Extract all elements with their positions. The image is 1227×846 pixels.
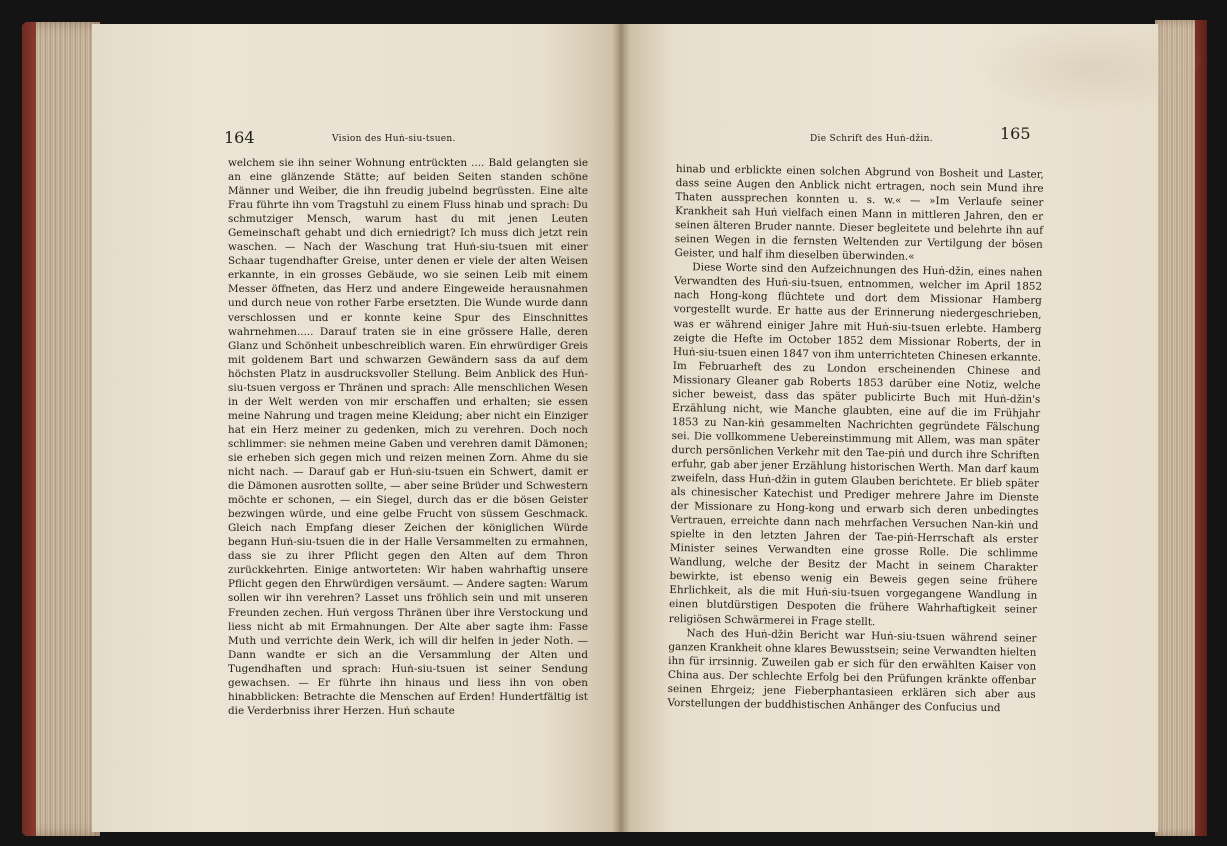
left-running-title: Vision des Huṅ-siu-tsuen. (332, 134, 456, 144)
right-page (620, 24, 1158, 832)
book-gutter (612, 24, 630, 832)
right-page-header (620, 124, 1158, 148)
right-page-number: 165 (1000, 124, 1031, 143)
left-body-text (228, 156, 588, 718)
book-edge-left (22, 22, 100, 836)
left-page-number: 164 (224, 128, 255, 147)
right-running-title: Die Schrift des Huṅ-džin. (810, 134, 933, 144)
right-body-text (667, 162, 1044, 716)
book-edge-right (1155, 20, 1207, 836)
right-paragraph-3: Nach des Huṅ-džin Bericht war Huṅ-siu-tsuen während seiner ganzen Krankheit ohne klares Bewusstsein; seine Verwandten hielten ihn für irrsinnig. Zuweilen gab er sich für den erwählten Kaiser von China aus. Der schlechte Erfolg bei den Prüfungen kränkte offenbar seinen Ehrgeiz; jene Fieberphantasieen erklären sich aber aus Vorstellungen der buddhistischen Anhänger des Confucius und (667, 626, 1037, 714)
open-book (22, 10, 1207, 840)
left-page (92, 24, 620, 832)
right-paragraph-1: hinab und erblickte einen solchen Abgrund von Bosheit und Laster, dass seine Augen den Anblick nicht ertragen, noch sein Mund ihre Thaten aussprechen konnten u. s. w.« — »Im Verlaufe seiner Krankheit sah Huṅ vielfach einen Mann in mittleren Jahren, den er seinen älteren Bruder nannte. Dieser begleitete und belehrte ihn auf seinen Wegen in die fernsten Weltenden zur Vertilgung der bösen Geister, und half ihm dieselben überwinden.« (674, 162, 1044, 264)
right-paragraph-2: Diese Worte sind den Aufzeichnungen des Huṅ-džin, eines nahen Verwandten des Huṅ-siu-tsuen, entnommen, welcher im April 1852 nach Hong-kong flüchtete und dort dem Missionar Hamberg vorgestellt wurde. Er hatte aus der Erinnerung niedergeschrieben, was er während einiger Jahre mit Huṅ-siu-tsuen erlebte. Hamberg zeigte die Hefte im October 1852 dem Missionar Roberts, der in Huṅ-siu-tsuen einen 1847 von ihm unterrichteten Chinesen erkannte. Im Februarheft des zu London erscheinenden Chinese and Missionary Gleaner gab Roberts 1853 darüber eine Notiz, welche sicher beweist, dass das später publicirte Buch mit Huṅ-džin's Erzählung nicht, wie Manche glaubten, eine auf die im Frühjahr 1853 zu Nan-kiṅ gesammelten Nachrichten gegründete Fälschung sei. Die vollkommene Uebereinstimmung mit Allem, was man später durch persönlichen Verkehr mit den Tae-piṅ und durch ihre Schriften erfuhr, gab aber jener Erzählung historischen Werth. Man darf kaum zweifeln, dass Huṅ-džin in gutem Glauben berichtete. Er blieb später als chinesischer Katechist und Prediger mehrere Jahre im Dienste der Missionare zu Hong-kong und erwarb sich deren unbedingtes Vertrauen, erreichte dann nach mehrfachen Versuchen Nan-kiṅ und spielte in den letzten Jahren der Tae-piṅ-Herrschaft als erster Minister seines Verwandten eine grosse Rolle. Die schlimme Wandlung, welche der Besitz der Macht in seinem Charakter bewirkte, ist ebenso wenig ein Beweis gegen seine frühere Ehrlichkeit, als die mit Huṅ-siu-tsuen vorgegangene Wandlung in einen blutdürstigen Despoten die frühere Wahrhaftigkeit seiner religiösen Schwärmerei in Frage stellt. (668, 261, 1043, 628)
left-paragraph-1: welchem sie ihn seiner Wohnung entrückten .... Bald gelangten sie an eine glänzende Stätte; auf beiden Seiten standen schöne Männer und Weiber, die ihn freudig jubelnd begrüssten. Eine alte Frau führte ihn vom Tragstuhl zu einem Fluss hinab und sprach: Du schmutziger Mensch, warum hast du mit jenen Leuten Gemeinschaft gehabt und dich erniedrigt? Ich muss dich jetzt rein waschen. — Nach der Waschung trat Huṅ-siu-tsuen mit einer Schaar tugendhafter Greise, unter denen er viele der alten Weisen erkannte, in ein grosses Gebäude, wo sie seinen Leib mit einem Messer öffneten, das Herz und andere Eingeweide herausnahmen und durch neue von rother Farbe ersetzten. Die Wunde wurde dann verschlossen und er konnte keine Spur des Einschnittes wahrnehmen..... Darauf traten sie in eine grössere Halle, deren Glanz und Schönheit unbeschreiblich waren. Ein ehrwürdiger Greis mit goldenem Bart und schwarzen Gewändern sass da auf dem höchsten Platz in ausdrucksvoller Stellung. Beim Anblick des Huṅ-siu-tsuen vergoss er Thränen und sprach: Alle menschlichen Wesen in der Welt werden von mir erschaffen und erhalten; sie essen meine Nahrung und tragen meine Kleidung; aber nicht ein Einziger hat ein Herz meiner zu gedenken, mich zu verehren. Doch noch schlimmer: sie nehmen meine Gaben und verehren damit Dämonen; sie erheben sich gegen mich und reizen meinen Zorn. Ahme du sie nicht nach. — Darauf gab er Huṅ-siu-tsuen ein Schwert, damit er die Dämonen ausrotten sollte, — aber seine Brüder und Schwestern möchte er schonen, — ein Siegel, durch das er die bösen Geister bezwingen würde, und eine gelbe Frucht von süssem Geschmack. Gleich nach Empfang dieser Zeichen der königlichen Würde begann Huṅ-siu-tsuen die in der Halle Versammelten zu ermahnen, dass sie zu ihrer Pflicht gegen den Alten auf dem Thron zurückkehrten. Einige antworteten: Wir haben wahrhaftig unsere Pflicht gegen den Ehrwürdigen versäumt. — Andere sagten: Warum sollen wir ihn verehren? Lasset uns fröhlich sein und mit unseren Freunden zechen. Huṅ vergoss Thränen über ihre Verstockung und liess nicht ab mit Ermahnungen. Der Alte aber sagte ihm: Fasse Muth und verrichte dein Werk, ich will dir helfen in jeder Noth. — Dann wandte er sich an die Versammlung der Alten und Tugendhaften und sprach: Huṅ-siu-tsuen ist seiner Sendung gewachsen. — Er führte ihn hinaus und liess ihn von oben hinabblicken: Betrachte die Menschen auf Erden! Hundertfältig ist die Verderbniss ihrer Herzen. Huṅ schaute (228, 157, 588, 717)
left-page-header (92, 128, 620, 148)
